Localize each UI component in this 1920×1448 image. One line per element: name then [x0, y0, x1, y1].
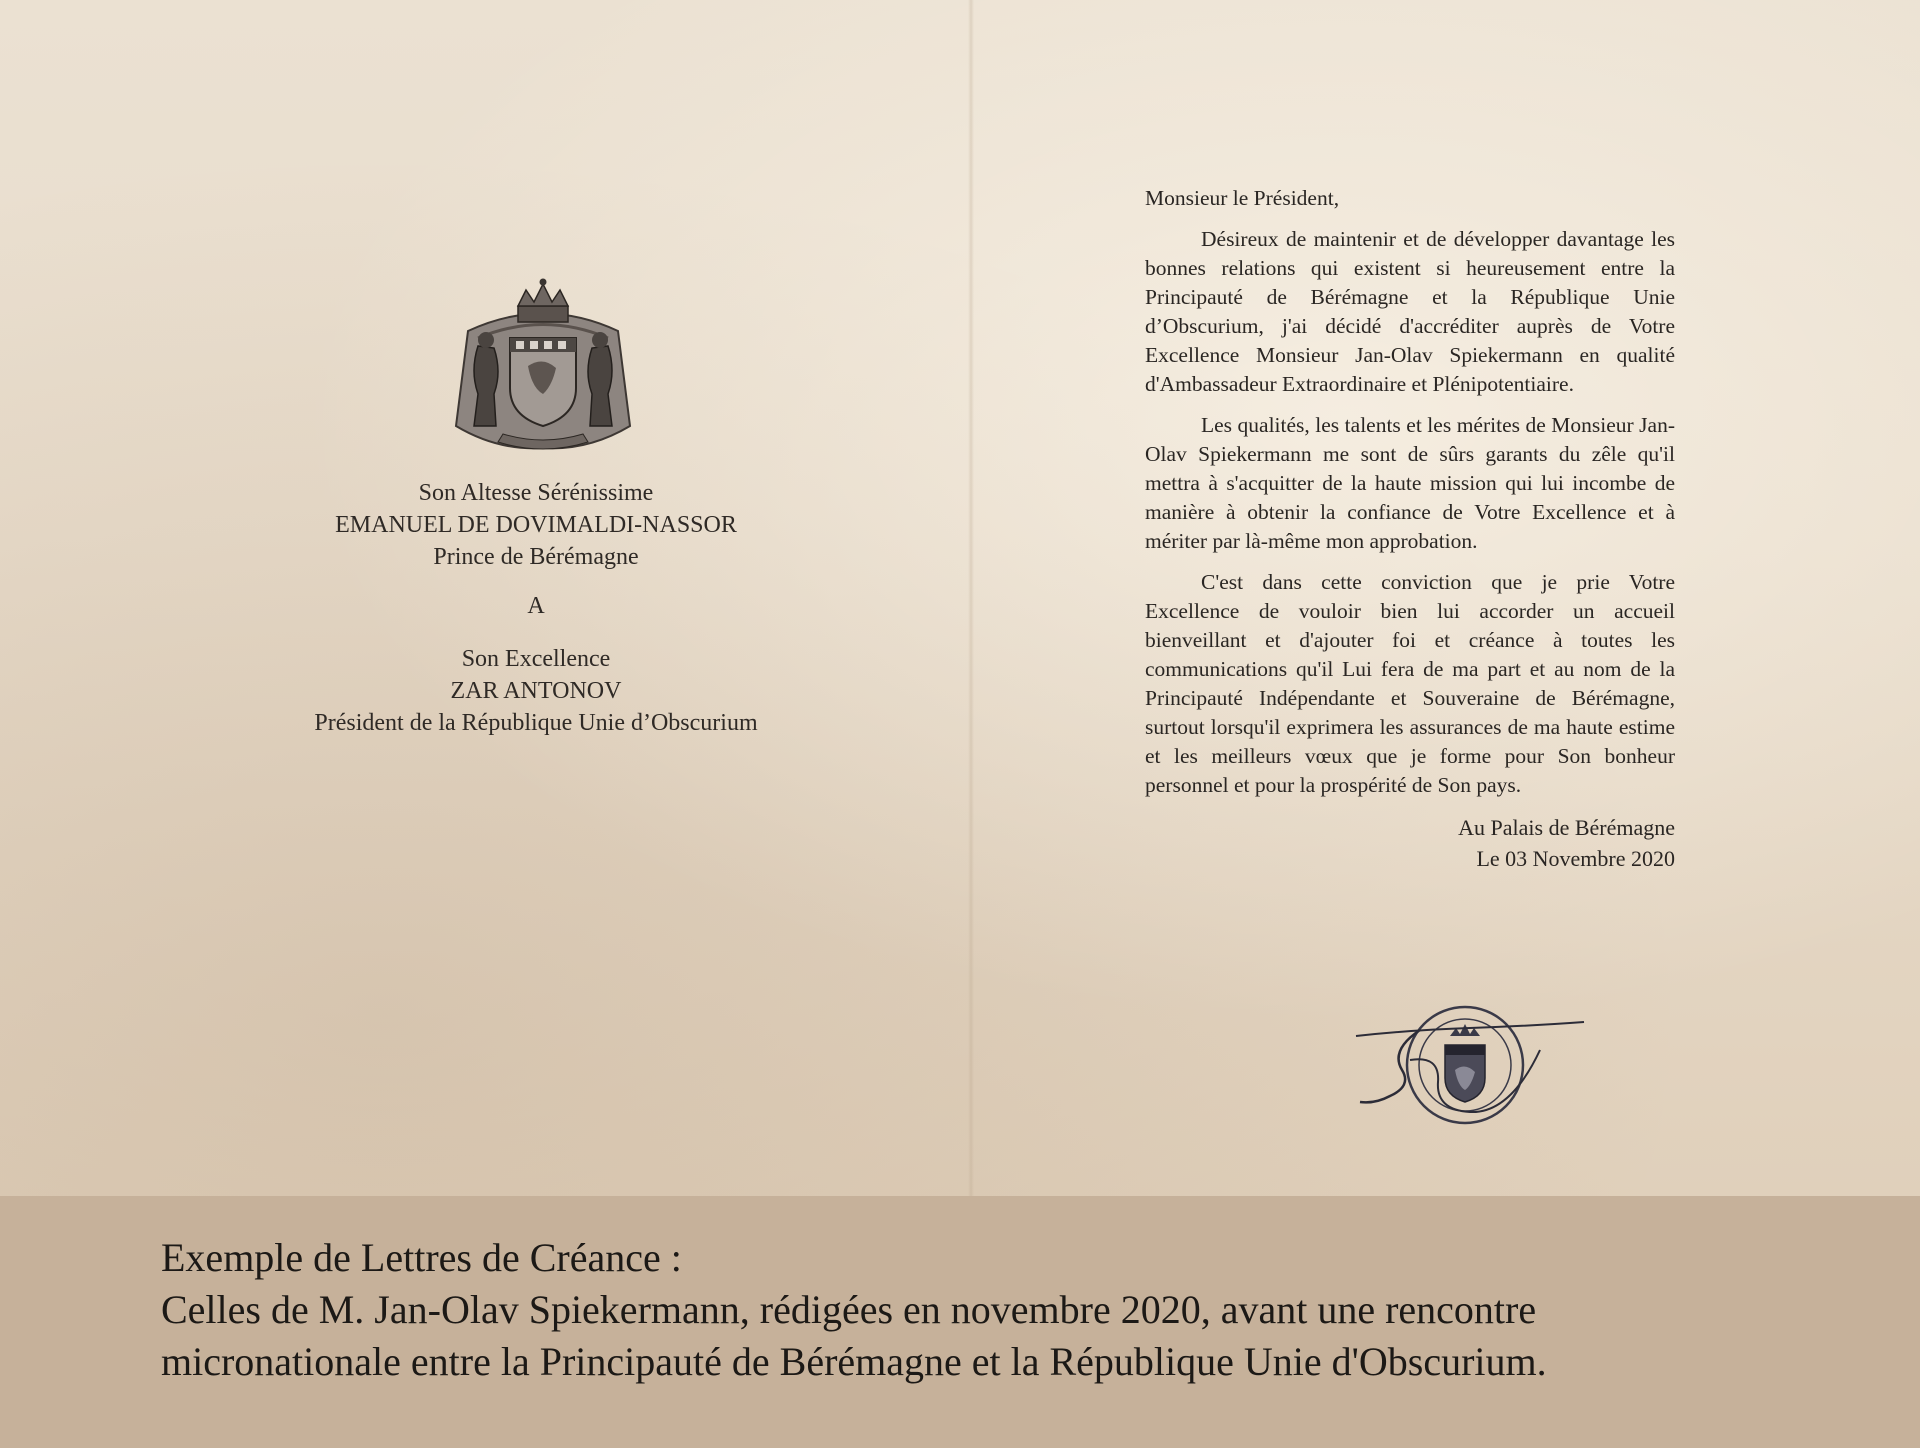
official-seal-icon — [1350, 1000, 1590, 1130]
caption-line-2: Celles de M. Jan-Olav Spiekermann, rédigées en novembre 2020, avant une rencontre — [161, 1287, 1537, 1332]
sender-role: Prince de Bérémagne — [433, 544, 639, 570]
caption — [161, 1232, 1861, 1388]
recipient-block — [236, 643, 836, 739]
to-marker — [236, 590, 836, 622]
letter-paragraph: Les qualités, les talents et les mérites de Monsieur Jan-Olav Spiekermann me sont de sûrs garants du zêle qu'il mettra à s'acquitter de la haute mission qui lui incombe de manière à obtenir la confiance de Votre Excellence et à mériter par là-même mon approbation. — [1145, 413, 1675, 553]
coat-of-arms-icon — [448, 276, 638, 454]
recipient-role: Président de la République Unie d’Obscurium — [314, 710, 758, 736]
caption-line-3: micronationale entre la Principauté de Bérémagne et la République Unie d'Obscurium. — [161, 1339, 1547, 1384]
letter-body — [1145, 184, 1675, 874]
sender-name: EMANUEL DE DOVIMALDI-NASSOR — [335, 512, 737, 538]
closing-place: Au Palais de Bérémagne — [1458, 815, 1675, 840]
caption-line-1: Exemple de Lettres de Créance : — [161, 1235, 682, 1280]
recipient-title: Son Excellence — [461, 646, 611, 672]
sender-title: Son Altesse Sérénissime — [418, 480, 654, 506]
recipient-name: ZAR ANTONOV — [450, 678, 622, 704]
salutation: Monsieur le Président, — [1145, 186, 1340, 210]
sender-block — [236, 477, 836, 573]
closing-date: Le 03 Novembre 2020 — [1476, 846, 1675, 871]
letter-paragraph: C'est dans cette conviction que je prie Votre Excellence de vouloir bien lui accorder un accueil bienveillant et d'ajouter foi et créance à toutes les communications qu'il Lui fera de ma part et au nom de la Principauté Indépendante et Souveraine de Bérémagne, surtout lorsqu'il exprimera les assurances de ma haute estime et les meilleurs vœux que je forme pour Son bonheur personnel et pour la prospérité de Son pays. — [1145, 570, 1675, 797]
to-marker-text: A — [527, 593, 545, 619]
page-fold — [968, 0, 974, 1196]
letter-paragraph: Désireux de maintenir et de développer davantage les bonnes relations qui existent si heureusement entre la Principauté de Bérémagne et la République Unie d’Obscurium, j'ai décidé d'accréditer auprès de Votre Excellence Monsieur Jan-Olav Spiekermann en qualité d'Ambassadeur Extraordinaire et Plénipotentiaire. — [1145, 227, 1675, 396]
closing — [1145, 812, 1675, 874]
